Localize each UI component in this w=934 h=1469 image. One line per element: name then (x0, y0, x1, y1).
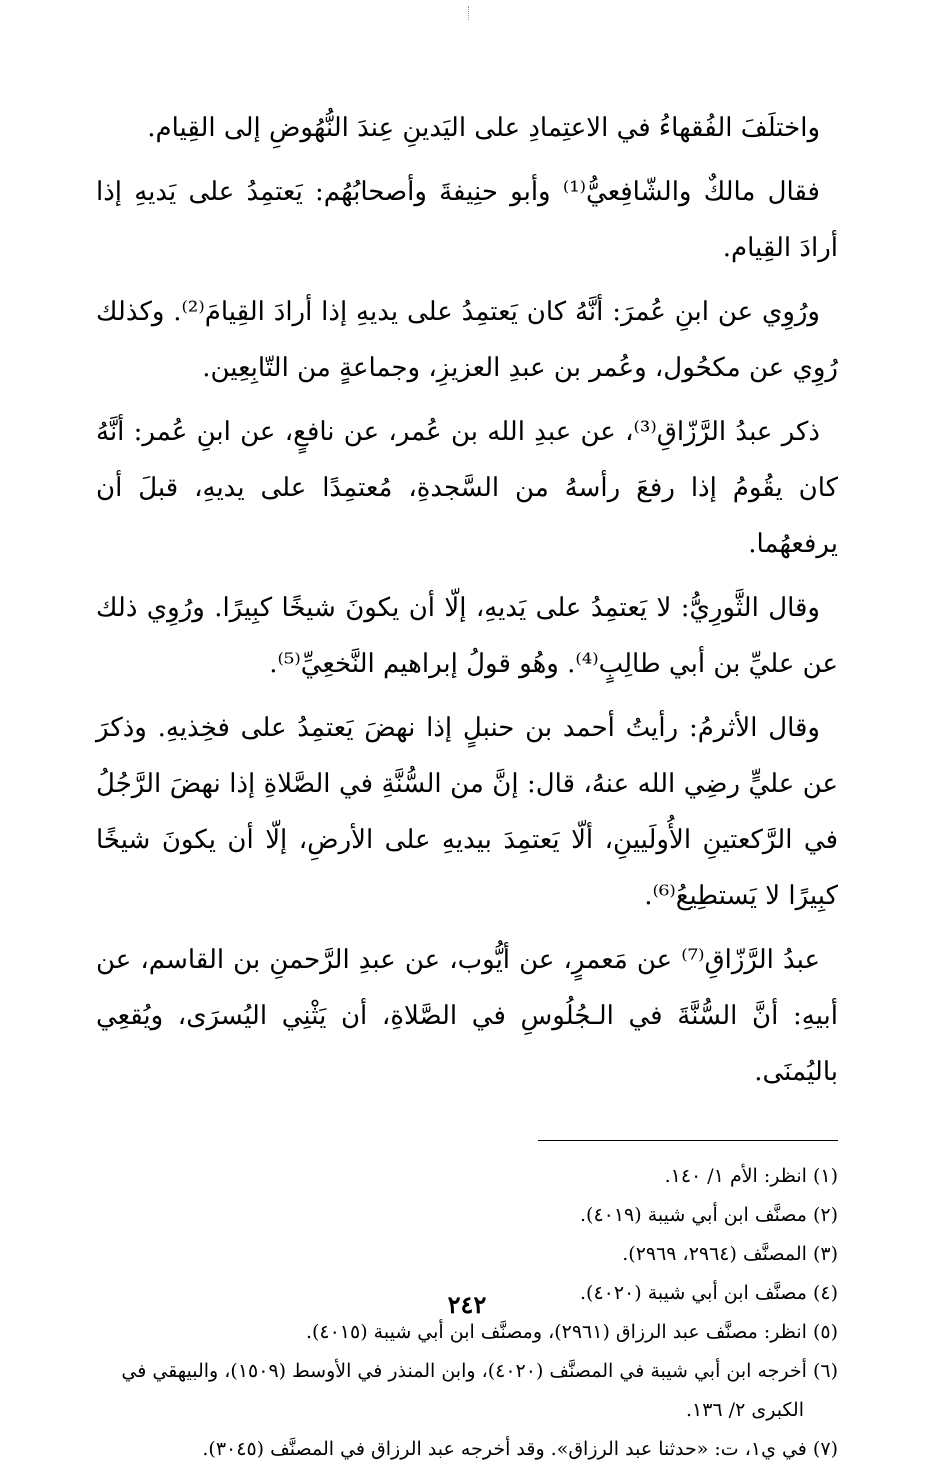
footnote (96, 1196, 838, 1235)
footnote-text: (٣) المصنَّف (٢٩٦٤، ٢٩٦٩). (622, 1243, 838, 1265)
paragraph (96, 164, 838, 276)
footnote (96, 1430, 838, 1469)
paragraph (96, 580, 838, 692)
footnote (96, 1352, 838, 1430)
footnote-separator (538, 1140, 838, 1141)
paragraph-text: ذكر عبدُ الرَّزّاقِ⁽³⁾، عن عبدِ الله بن عُمر، عن نافعٍ، عن ابنِ عُمر: أنَّهُ كان يقُومُ إذا رفعَ رأسهُ من السَّجدةِ، مُعتمِدًا على يديهِ، قبلَ أن يرفعهُما. (96, 417, 838, 559)
footnote-continuation: الكبرى ٢/ ١٣٦. (685, 1399, 804, 1421)
paragraph-text: عبدُ الرَّزّاقِ⁽⁷⁾ عن مَعمرٍ، عن أيُّوب، عن عبدِ الرَّحمنِ بن القاسم، عن أبيهِ: أنَّ السُّنَّةَ في الـجُلُوسِ في الصَّلاةِ، أن يَثْنِي اليُسرَى، ويُقعِي باليُمنَى. (96, 945, 838, 1087)
footnote-text: (١) انظر: الأم ١/ ١٤٠. (664, 1165, 838, 1187)
footnote-text: (٧) في ي١، ت: «حدثنا عبد الرزاق». وقد أخرجه عبد الرزاق في المصنَّف (٣٠٤٥). (202, 1438, 838, 1460)
footnote (96, 1235, 838, 1274)
paragraph (96, 932, 838, 1100)
paragraph-text: وقال الأثرمُ: رأيتُ أحمد بن حنبلٍ إذا نهضَ يَعتمِدُ على فخِذيهِ. وذكرَ عن عليٍّ رضِي الله عنهُ، قال: إنَّ من السُّنَّةِ في الصَّلاةِ إذا نهضَ الرَّجُلُ في الرَّكعتينِ الأُولَيينِ، ألّا يَعتمِدَ بيديهِ على الأرضِ، إلّا أن يكونَ شيخًا كبِيرًا لا يَستطِيعُ⁽⁶⁾. (96, 713, 838, 911)
paragraph (96, 700, 838, 924)
paragraph-text: وقال الثَّورِيُّ: لا يَعتمِدُ على يَديهِ، إلّا أن يكونَ شيخًا كبِيرًا. ورُوِي ذلك عن عليِّ بن أبي طالِبٍ⁽⁴⁾. وهُو قولُ إبراهيم النَّخعِيِّ⁽⁵⁾. (96, 593, 838, 679)
page-number: ٢٤٢ (447, 1290, 487, 1319)
main-text (96, 100, 838, 1100)
footnote-text: (٢) مصنَّف ابن أبي شيبة (٤٠١٩). (579, 1204, 838, 1226)
binding-mark (468, 6, 470, 20)
footnote-text: (٦) أخرجه ابن أبي شيبة في المصنَّف (٤٠٢٠)، وابن المنذر في الأوسط (١٥٠٩)، والبيهقي في (121, 1360, 838, 1382)
paragraph-text: فقال مالكٌ والشّافِعيُّ⁽¹⁾ وأبو حنِيفةَ وأصحابُهُم: يَعتمِدُ على يَديهِ إذا أرادَ القِيام. (96, 177, 838, 263)
footnote (96, 1157, 838, 1196)
paragraph-text: واختلَفَ الفُقهاءُ في الاعتِمادِ على اليَدينِ عِندَ النُّهُوضِ إلى القِيام. (147, 113, 820, 143)
paragraph (96, 404, 838, 572)
footnote-text: (٥) انظر: مصنَّف عبد الرزاق (٢٩٦١)، ومصنَّف ابن أبي شيبة (٤٠١٥). (305, 1321, 838, 1343)
paragraph (96, 284, 838, 396)
paragraph (96, 100, 838, 156)
paragraph-text: ورُوِي عن ابنِ عُمرَ: أنَّهُ كان يَعتمِدُ على يديهِ إذا أرادَ القِيامَ⁽²⁾. وكذلك رُوِي عن مكحُول، وعُمر بن عبدِ العزيزِ، وجماعةٍ من التّابِعِين. (96, 297, 838, 383)
footnote-text: (٤) مصنَّف ابن أبي شيبة (٤٠٢٠). (579, 1282, 838, 1304)
